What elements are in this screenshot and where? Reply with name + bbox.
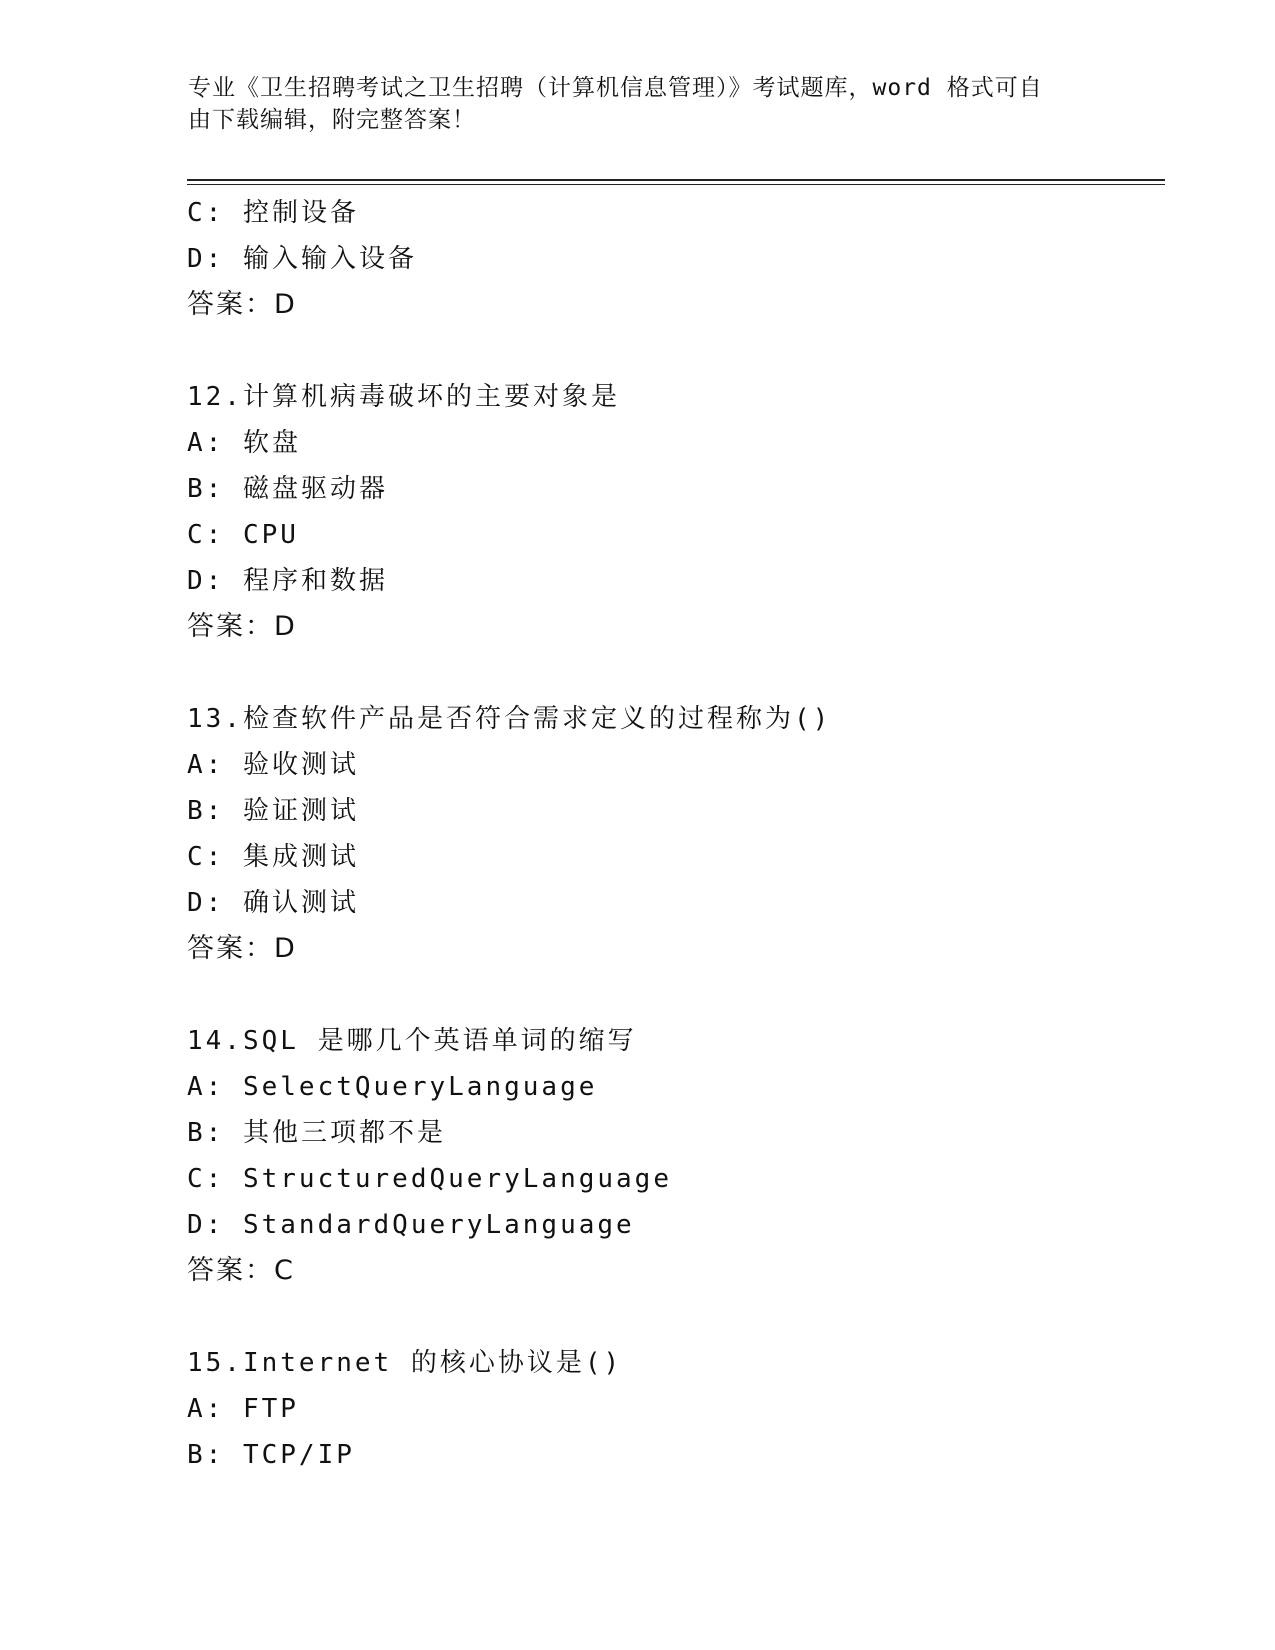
- spacer: [187, 328, 1147, 374]
- header-title-line-2: 由下载编辑，附完整答案！: [188, 107, 476, 133]
- option-c: C: 集成测试: [187, 842, 359, 872]
- option-d: D: 程序和数据: [187, 566, 388, 596]
- option-b: B: 其他三项都不是: [187, 1118, 446, 1148]
- question-stem: 14.SQL 是哪几个英语单词的缩写: [187, 1026, 637, 1056]
- option-c: C: CPU: [187, 520, 299, 550]
- question-stem: 13.检查软件产品是否符合需求定义的过程称为(): [187, 704, 832, 734]
- answer-line: 答案：C: [187, 1255, 295, 1286]
- header-divider-thin: [187, 184, 1165, 185]
- option-a: A: SelectQueryLanguage: [187, 1072, 598, 1102]
- option-b: B: TCP/IP: [187, 1440, 355, 1470]
- header-divider-thick: [187, 179, 1165, 181]
- document-header: [188, 72, 1088, 136]
- question-list: [187, 190, 1147, 1478]
- option-b: B: 磁盘驱动器: [187, 474, 388, 504]
- question-14: [187, 1018, 1147, 1294]
- header-title-line-1: 专业《卫生招聘考试之卫生招聘（计算机信息管理）》考试题库，word 格式可自: [188, 75, 1043, 101]
- option-b: B: 验证测试: [187, 796, 359, 826]
- spacer: [187, 1294, 1147, 1340]
- option-a: A: 软盘: [187, 428, 301, 458]
- option-d: D: 确认测试: [187, 888, 359, 918]
- option-a: A: FTP: [187, 1394, 299, 1424]
- answer-line: 答案：D: [187, 933, 297, 964]
- answer-line: 答案：D: [187, 611, 297, 642]
- option-c: C: StructuredQueryLanguage: [187, 1164, 672, 1194]
- spacer: [187, 650, 1147, 696]
- answer-line: 答案：D: [187, 289, 297, 320]
- question-stem: 12.计算机病毒破坏的主要对象是: [187, 382, 620, 412]
- option-d: D: 输入输入设备: [187, 244, 417, 274]
- spacer: [187, 972, 1147, 1018]
- option-a: A: 验收测试: [187, 750, 359, 780]
- option-d: D: StandardQueryLanguage: [187, 1210, 635, 1240]
- option-c: C: 控制设备: [187, 198, 359, 228]
- question-13: [187, 696, 1147, 972]
- question-11-partial: [187, 190, 1147, 328]
- question-15: [187, 1340, 1147, 1478]
- question-stem: 15.Internet 的核心协议是(): [187, 1348, 623, 1378]
- question-12: [187, 374, 1147, 650]
